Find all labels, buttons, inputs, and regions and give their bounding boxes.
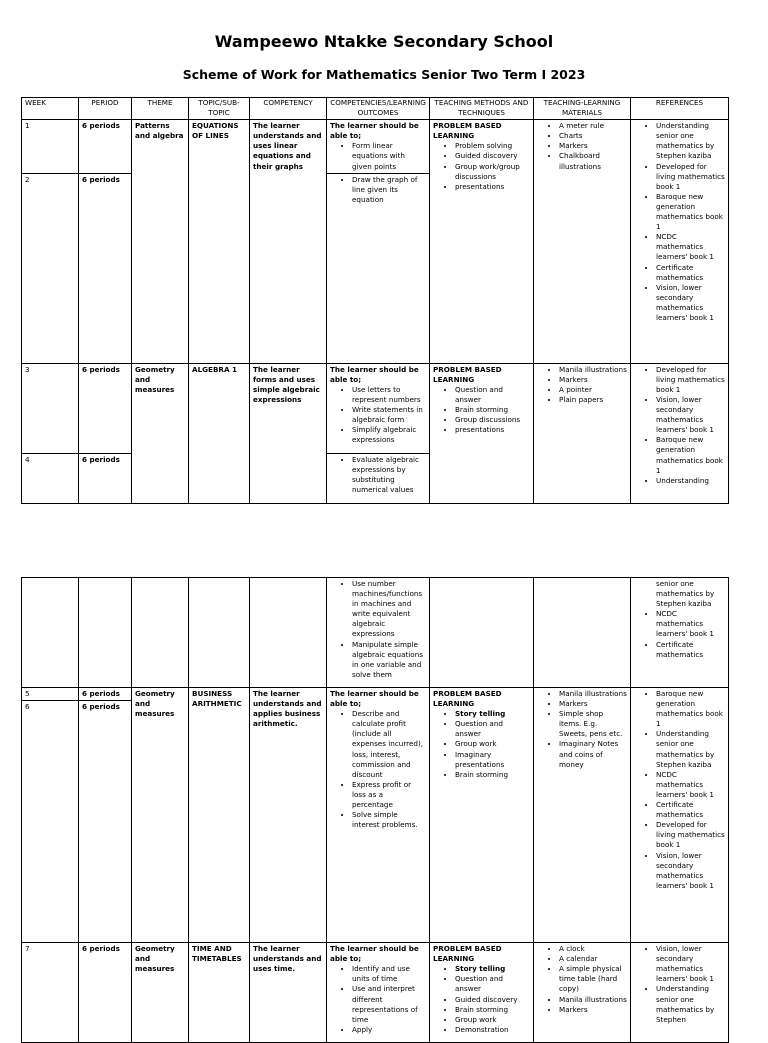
list-item: • Group work/group discussions: [455, 162, 530, 182]
list-item: • Vision, lower secondary mathematics learners' book 1: [656, 395, 725, 435]
list-item: • Vision, lower secondary mathematics learners' book 1: [656, 851, 725, 891]
week-cell: 4: [22, 453, 79, 503]
scheme-table-part-2: [21, 577, 729, 1043]
reference-list: [634, 121, 725, 323]
header-competency: COMPETENCY: [250, 98, 327, 120]
list-item: • Developed for living mathematics book 1: [656, 162, 725, 192]
period-cell: 6 periods: [79, 363, 132, 453]
outcome-intro: The learner should be able to;: [330, 121, 419, 141]
list-item: • A pointer: [559, 385, 627, 395]
list-item: • Charts: [559, 131, 627, 141]
reference-list: [634, 365, 725, 486]
week-cell: 7: [22, 943, 79, 1043]
period-cell: 6 periods: [79, 453, 132, 503]
outcomes-cell: [327, 453, 430, 503]
week-cell: 1: [22, 120, 79, 173]
outcome-list: [330, 579, 426, 680]
list-item: • Imaginary presentations: [455, 750, 530, 770]
list-item: • Manila illustrations: [559, 995, 627, 1005]
list-item: • Brain storming: [455, 405, 530, 415]
list-item: • A calendar: [559, 954, 627, 964]
references-cell: [631, 943, 729, 1043]
list-item: • A meter rule: [559, 121, 627, 131]
list-item: • Baroque new generation mathematics book 1: [656, 192, 725, 232]
list-item: • Developed for living mathematics book 1: [656, 820, 725, 850]
week-cell: 6: [22, 701, 79, 943]
list-item: • Manila illustrations: [559, 689, 627, 699]
scheme-title: Scheme of Work for Mathematics Senior Two Term I 2023: [182, 67, 586, 82]
theme-cell: Geometry and measures: [132, 943, 189, 1043]
list-item: • Understanding: [656, 476, 725, 486]
period-cell: 6 periods: [79, 173, 132, 363]
week-cell: 3: [22, 363, 79, 453]
header-week: WEEK: [22, 98, 79, 120]
list-item: • NCDC mathematics learners' book 1: [656, 770, 725, 800]
list-item: • Use letters to represent numbers: [352, 385, 426, 405]
list-item: • Brain storming: [455, 1005, 530, 1015]
competency-cell: The learner understands and uses linear equations and their graphs: [250, 120, 327, 363]
outcomes-cell: [327, 943, 430, 1043]
theme-cell: [132, 578, 189, 688]
list-item: • Question and answer: [455, 719, 530, 739]
method-list: [433, 385, 530, 435]
outcome-intro: The learner should be able to;: [330, 364, 419, 384]
topic-cell: ALGEBRA 1: [189, 363, 250, 503]
list-item: • A clock: [559, 944, 627, 954]
reference-list: [634, 944, 725, 1025]
list-item: • Understanding senior one mathematics by Stephen kaziba: [656, 121, 725, 161]
school-name: Wampeewo Ntakke Secondary School: [214, 32, 554, 51]
method-heading: PROBLEM BASED LEARNING: [433, 121, 502, 141]
outcome-intro: The learner should be able to;: [330, 689, 419, 709]
competency-cell: The learner forms and uses simple algebraic expressions: [250, 363, 327, 503]
list-item: • Markers: [559, 1005, 627, 1015]
period-cell: 6 periods: [79, 701, 132, 943]
list-item: • Evaluate algebraic expressions by substituting numerical values: [352, 455, 426, 495]
list-item: • Chalkboard illustrations: [559, 151, 627, 171]
list-item: • Imaginary Notes and coins of money: [559, 739, 627, 769]
list-item: • Brain storming: [455, 770, 530, 780]
header-topic: TOPIC/SUB-TOPIC: [189, 98, 250, 120]
period-cell: 6 periods: [79, 120, 132, 173]
references-cell: [631, 363, 729, 503]
list-item: • Vision, lower secondary mathematics learners' book 1: [656, 283, 725, 323]
period-cell: 6 periods: [79, 943, 132, 1043]
materials-cell: [534, 120, 631, 363]
list-item: • Solve simple interest problems.: [352, 810, 426, 830]
outcome-list: [330, 175, 426, 205]
method-heading: PROBLEM BASED LEARNING: [433, 944, 502, 964]
header-period: PERIOD: [79, 98, 132, 120]
list-item: • Guided discovery: [455, 151, 530, 161]
list-item: • Certificate mathematics: [656, 640, 725, 660]
references-cell: [631, 688, 729, 943]
list-item: • Markers: [559, 375, 627, 385]
list-item: • Vision, lower secondary mathematics learners' book 1: [656, 944, 725, 984]
method-heading: PROBLEM BASED LEARNING: [433, 364, 502, 384]
outcome-intro: The learner should be able to;: [330, 944, 419, 964]
outcomes-cell: [327, 120, 430, 173]
list-item: • Apply: [352, 1025, 426, 1035]
outcome-list: [330, 964, 426, 1035]
outcomes-cell: [327, 363, 430, 453]
methods-cell: [430, 943, 534, 1043]
outcome-list: [330, 455, 426, 495]
methods-cell: [430, 363, 534, 503]
period-cell: [79, 578, 132, 688]
list-item: • Identify and use units of time: [352, 964, 426, 984]
method-list: [433, 964, 530, 1035]
list-item: • Developed for living mathematics book 1: [656, 365, 725, 395]
list-item: • Understanding senior one mathematics by Stephen kaziba: [656, 729, 725, 769]
list-item: • Story telling: [455, 709, 530, 719]
material-list: [537, 365, 627, 405]
method-list: [433, 141, 530, 191]
topic-cell: BUSINESS ARITHMETIC: [189, 688, 250, 943]
material-list: [537, 121, 627, 171]
list-item: • Express profit or loss as a percentage: [352, 780, 426, 810]
list-item: • Guided discovery: [455, 995, 530, 1005]
table-row-week-7: [22, 943, 729, 1043]
theme-cell: Geometry and measures: [132, 688, 189, 943]
reference-list: [634, 689, 725, 891]
header-materials: TEACHING-LEARNING MATERIALS: [534, 98, 631, 120]
list-item: • Certificate mathematics: [656, 263, 725, 283]
methods-cell: [430, 120, 534, 363]
list-item: • Baroque new generation mathematics book 1: [656, 435, 725, 475]
header-references: REFERENCES: [631, 98, 729, 120]
list-item: • Certificate mathematics: [656, 800, 725, 820]
outcome-list: [330, 385, 426, 446]
header-theme: THEME: [132, 98, 189, 120]
method-list: [433, 709, 530, 780]
list-item: • A simple physical time table (hard copy): [559, 964, 627, 994]
list-item: • Demonstration: [455, 1025, 530, 1035]
list-item: • Problem solving: [455, 141, 530, 151]
list-item: • NCDC mathematics learners' book 1: [656, 609, 725, 639]
list-item: • Markers: [559, 699, 627, 709]
references-cell: [631, 120, 729, 363]
table-row-continuation: [22, 578, 729, 688]
header-row: [22, 98, 729, 120]
outcomes-cell: [327, 173, 430, 363]
list-item: • presentations: [455, 425, 530, 435]
header-outcomes: COMPETENCIES/LEARNING OUTCOMES: [327, 98, 430, 120]
materials-cell: [534, 578, 631, 688]
list-item: • Manila illustrations: [559, 365, 627, 375]
list-item: • Draw the graph of line given its equation: [352, 175, 426, 205]
references-cell: [631, 578, 729, 688]
list-item: • Baroque new generation mathematics book 1: [656, 689, 725, 729]
list-item: • Write statements in algebraic form: [352, 405, 426, 425]
topic-cell: EQUATIONS OF LINES: [189, 120, 250, 363]
list-item: • NCDC mathematics learners' book 1: [656, 232, 725, 262]
method-heading: PROBLEM BASED LEARNING: [433, 689, 502, 709]
methods-cell: [430, 578, 534, 688]
outcome-list: [330, 709, 426, 830]
list-item: • Describe and calculate profit (include all expenses incurred), loss, interest, commission and discount: [352, 709, 426, 780]
list-item: • Use number machines/functions in machines and write equivalent algebraic expressions: [352, 579, 426, 640]
period-cell: 6 periods: [79, 688, 132, 701]
list-item: • Plain papers: [559, 395, 627, 405]
list-item: • Question and answer: [455, 974, 530, 994]
outcomes-cell: [327, 578, 430, 688]
methods-cell: [430, 688, 534, 943]
list-item: • Simplify algebraic expressions: [352, 425, 426, 445]
list-item: • Group discussions: [455, 415, 530, 425]
week-cell: [22, 578, 79, 688]
list-item: • Question and answer: [455, 385, 530, 405]
topic-cell: TIME AND TIMETABLES: [189, 943, 250, 1043]
topic-cell: [189, 578, 250, 688]
outcomes-cell: [327, 688, 430, 943]
list-item: • Group work: [455, 739, 530, 749]
material-list: [537, 689, 627, 770]
list-item: • Manipulate simple algebraic equations in one variable and solve them: [352, 640, 426, 680]
table-row-week-5: [22, 688, 729, 701]
table-row-week-1: [22, 120, 729, 173]
reference-continued: senior one mathematics by Stephen kaziba: [656, 579, 715, 609]
list-item: • Markers: [559, 141, 627, 151]
list-item: • Understanding senior one mathematics by Stephen: [656, 984, 725, 1024]
material-list: [537, 944, 627, 1015]
materials-cell: [534, 688, 631, 943]
competency-cell: The learner understands and uses time.: [250, 943, 327, 1043]
list-item: • Simple shop items. E.g. Sweets, pens etc.: [559, 709, 627, 739]
week-cell: 5: [22, 688, 79, 701]
list-item: • Group work: [455, 1015, 530, 1025]
table-row-week-3: [22, 363, 729, 453]
list-item: • presentations: [455, 182, 530, 192]
scheme-table-part-1: [21, 97, 729, 504]
week-cell: 2: [22, 173, 79, 363]
competency-cell: The learner understands and applies business arithmetic.: [250, 688, 327, 943]
competency-cell: [250, 578, 327, 688]
materials-cell: [534, 363, 631, 503]
header-methods: TEACHING METHODS AND TECHNIQUES: [430, 98, 534, 120]
outcome-list: [330, 141, 426, 171]
theme-cell: Patterns and algebra: [132, 120, 189, 363]
list-item: • Use and interpret different representations of time: [352, 984, 426, 1024]
reference-list: [634, 609, 725, 659]
theme-cell: Geometry and measures: [132, 363, 189, 503]
materials-cell: [534, 943, 631, 1043]
list-item: • Form linear equations with given points: [352, 141, 426, 171]
list-item: • Story telling: [455, 964, 530, 974]
